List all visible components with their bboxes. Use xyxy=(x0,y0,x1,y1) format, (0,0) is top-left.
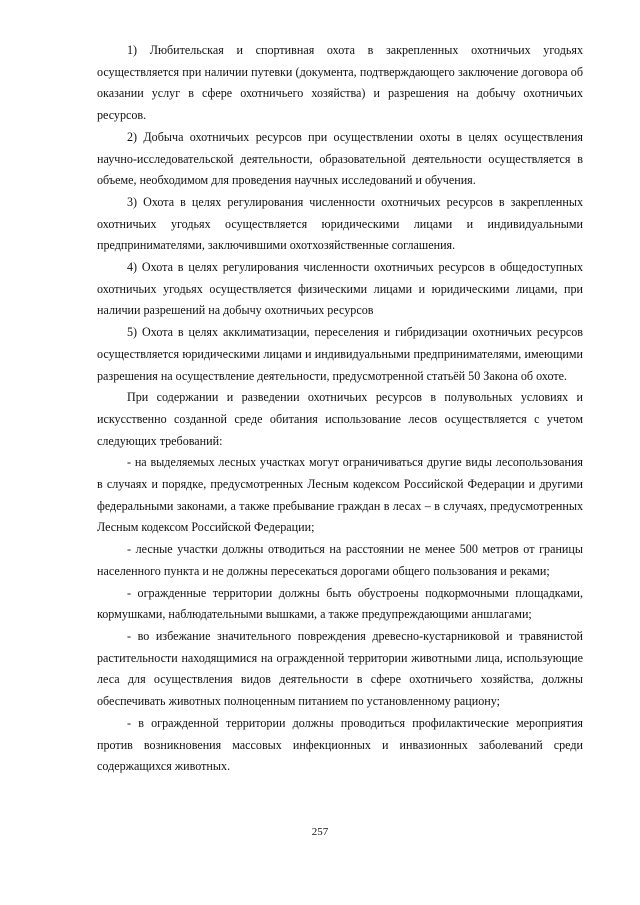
body-text xyxy=(97,40,583,778)
paragraph-4: 4) Охота в целях регулирования численности охотничьих ресурсов в общедоступных охотничьих угодьях осуществляется физическими лицами и юридическими лицами, при наличии разрешений на добычу охотничьих ресурсов xyxy=(97,260,583,318)
list-item-1: - на выделяемых лесных участках могут ограничиваться другие виды лесопользования в случаях и порядке, предусмотренных Лесным кодексом Российской Федерации и другими федеральными законами, а также пребывание граждан в лесах – в случаях, предусмотренных Лесным кодексом Российской Федерации; xyxy=(97,455,583,535)
paragraph-1: 1) Любительская и спортивная охота в закрепленных охотничьих угодьях осуществляется при наличии путевки (документа, подтверждающего заключение договора об оказании услуг в сфере охотничьего хозяйства) и разрешения на добычу охотничьих ресурсов. xyxy=(97,43,583,123)
paragraph-requirements-intro: При содержании и разведении охотничьих ресурсов в полувольных условиях и искусственно созданной среде обитания использование лесов осуществляется с учетом следующих требований: xyxy=(97,390,583,448)
list-item-4: - во избежание значительного повреждения древесно-кустарниковой и травянистой растительности находящимися на огражденной территории животными лица, использующие леса для осуществления видов деятельности в сфере охотничьего хозяйства, должны обеспечивать животных полноценным питанием по установленному рациону; xyxy=(97,628,583,709)
page-number: 257 xyxy=(311,826,329,838)
list-item-3: - огражденные территории должны быть обустроены подкормочными площадками, кормушками, наблюдательными вышками, а также предупреждающими аншлагами; xyxy=(97,585,583,622)
list-item-2: - лесные участки должны отводиться на расстоянии не менее 500 метров от границы населенного пункта и не должны пересекаться дорогами общего пользования и реками; xyxy=(97,542,583,578)
paragraph-5: 5) Охота в целях акклиматизации, переселения и гибридизации охотничьих ресурсов осуществляется юридическими лицами и индивидуальными предпринимателями, имеющими разрешения на осуществление деятельности, предусмотренной статьёй 50 Закона об охоте. xyxy=(97,325,583,383)
paragraph-2: 2) Добыча охотничьих ресурсов при осуществлении охоты в целях осуществления научно-исследовательской деятельности, образовательной деятельности осуществляется в объеме, необходимом для проведения научных исследований и обучения. xyxy=(97,129,583,188)
paragraph-3: 3) Охота в целях регулирования численности охотничьих ресурсов в закрепленных охотничьих угодьях осуществляется юридическими лицами и индивидуальными предпринимателями, заключившими охотхозяйственные соглашения. xyxy=(97,194,583,253)
list-item-5: - в огражденной территории должны проводиться профилактические мероприятия против возникновения массовых инфекционных и инвазионных заболеваний среди содержащихся животных. xyxy=(97,715,583,774)
